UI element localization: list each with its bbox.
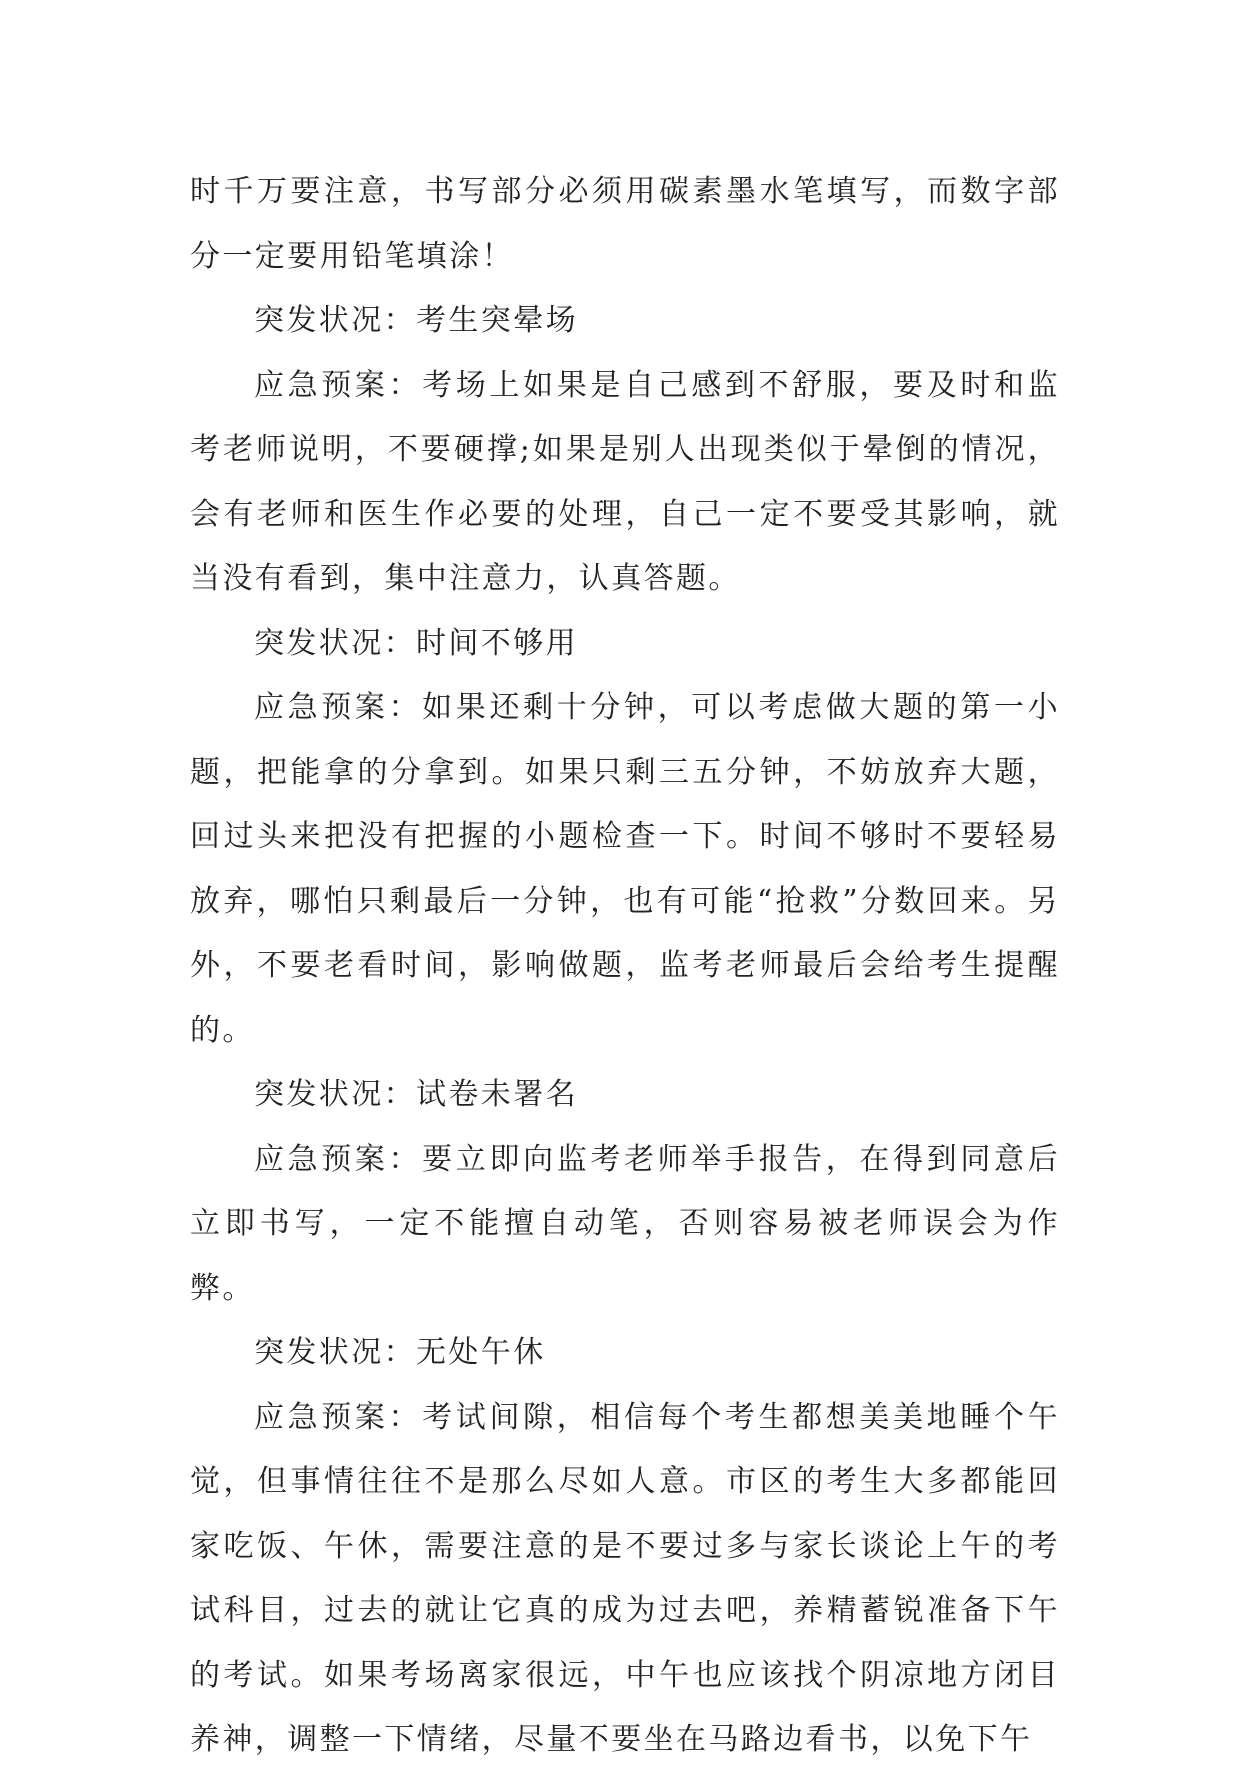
section-heading-nap: 突发状况：无处午休 <box>254 1335 546 1370</box>
paragraph-continuation: 时千万要注意，书写部分必须用碳素墨水笔填写，而数字部分一定要用铅笔填涂！ <box>190 174 1060 274</box>
paragraph-unsigned-plan: 应急预案：要立即向监考老师举手报告，在得到同意后立即书写，一定不能擅自动笔，否则容易被老师误会为作弊。 <box>190 1141 1060 1306</box>
section-heading-unsigned: 突发状况：试卷未署名 <box>254 1077 578 1112</box>
paragraph-nap-plan: 应急预案：考试间隙，相信每个考生都想美美地睡个午觉，但事情往往不是那么尽如人意。市区的考生大多都能回家吃饭、午休，需要注意的是不要过多与家长谈论上午的考试科目，过去的就让它真的成为过去吧，养精蓄锐准备下午的考试。如果考场离家很远，中午也应该找个阴凉地方闭目养神，调整一下情绪，尽量不要坐在马路边看书，以免下午 <box>190 1399 1060 1757</box>
paragraph-fainting-plan: 应急预案：考场上如果是自己感到不舒服，要及时和监考老师说明，不要硬撑;如果是别人出现类似于晕倒的情况，会有老师和医生作必要的处理，自己一定不要受其影响，就当没有看到，集中注意力，认真答题。 <box>190 367 1060 596</box>
section-heading-time: 突发状况：时间不够用 <box>254 625 578 661</box>
document-page <box>190 160 1060 1773</box>
paragraph-time-plan: 应急预案：如果还剩十分钟，可以考虑做大题的第一小题，把能拿的分拿到。如果只剩三五分钟，不妨放弃大题，回过头来把没有把握的小题检查一下。时间不够时不要轻易放弃，哪怕只剩最后一分钟，也有可能“抢救”分数回来。另外，不要老看时间，影响做题，监考老师最后会给考生提醒的。 <box>190 690 1060 1048</box>
section-heading-fainting: 突发状况：考生突晕场 <box>254 303 578 338</box>
